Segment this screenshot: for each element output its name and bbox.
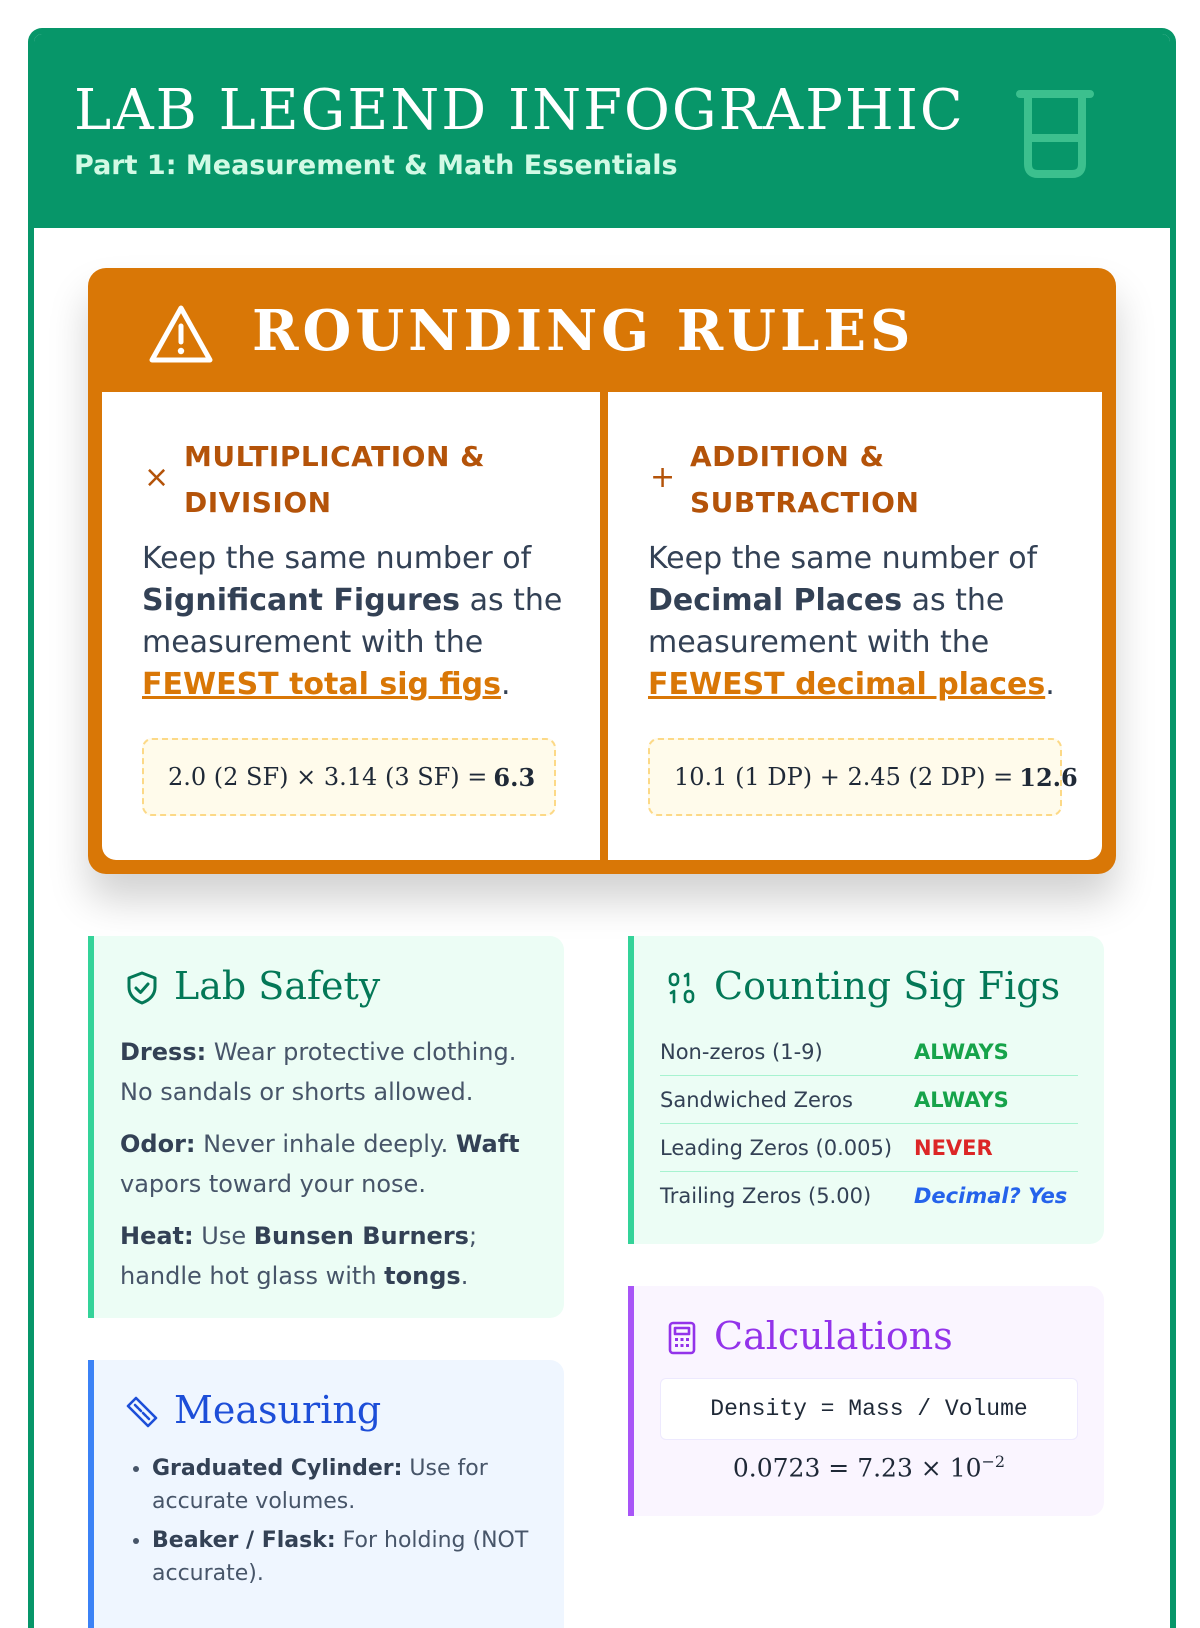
odor-label: Odor:: [120, 1130, 196, 1158]
row-label: Sandwiched Zeros: [660, 1087, 853, 1112]
row-label: Trailing Zeros (5.00): [660, 1184, 872, 1208]
rule-text: Keep the same number of: [142, 541, 532, 576]
plus-icon: +: [650, 460, 676, 495]
sig-fig-table: [660, 1028, 1078, 1220]
density-formula: Density = Mass / Volume: [660, 1378, 1078, 1440]
list-item: [152, 1524, 540, 1590]
addition-rule: [648, 538, 1088, 706]
addition-heading: ADDITION & SUBTRACTION: [690, 440, 920, 519]
addition-panel: [608, 392, 1102, 860]
heat-key-term: Bunsen Burners: [253, 1222, 469, 1250]
warning-icon: [148, 304, 214, 364]
binary-icon: [664, 970, 700, 1006]
rule-text: as the measurement with the: [648, 583, 1005, 660]
item-label: Graduated Cylinder:: [152, 1456, 403, 1481]
rounding-rules-card: [88, 268, 1116, 874]
item-label: Beaker / Flask:: [152, 1528, 336, 1553]
odor-text: Never inhale deeply.: [203, 1130, 449, 1158]
multiplication-heading: MULTIPLICATION & DIVISION: [184, 440, 486, 519]
table-row: [660, 1076, 1078, 1124]
example-expression: 10.1 (1 DP) + 2.45 (2 DP) =: [674, 763, 1014, 791]
row-value: ALWAYS: [914, 1087, 1009, 1112]
multiplication-rule: [142, 538, 582, 706]
heat-text: ; handle hot glass with: [120, 1222, 478, 1290]
multiplication-panel: [102, 392, 600, 860]
heat-text: Use: [201, 1222, 247, 1250]
multiplication-example: [142, 738, 556, 816]
ruler-icon: [124, 1394, 160, 1430]
rule-key-term: Decimal Places: [648, 583, 903, 618]
rule-text: .: [1045, 667, 1055, 702]
table-row: [660, 1172, 1078, 1220]
row-label: Leading Zeros (0.005): [660, 1135, 893, 1160]
row-value: ALWAYS: [914, 1039, 1009, 1064]
table-row: [660, 1124, 1078, 1172]
dress-text: Wear protective clothing. No sandals or shorts allowed.: [120, 1038, 517, 1106]
rounding-header: [88, 268, 1116, 394]
item-text: Use for accurate volumes.: [152, 1456, 488, 1514]
rule-emphasis: FEWEST total sig figs: [142, 667, 501, 702]
rule-key-term: Significant Figures: [142, 583, 461, 618]
odor-key-term: Waft: [455, 1130, 520, 1158]
sci-exponent: −2: [981, 1452, 1006, 1471]
heat-key-term: tongs: [384, 1262, 461, 1290]
table-row: [660, 1028, 1078, 1076]
example-result: 12.6: [1019, 762, 1078, 792]
multiply-icon: ×: [144, 460, 170, 495]
header: [34, 34, 1170, 228]
sci-base: 0.0723 = 7.23 × 10: [732, 1453, 982, 1483]
item-text: For holding (NOT accurate).: [152, 1528, 529, 1586]
page-title: LAB LEGEND INFOGRAPHIC: [74, 78, 965, 143]
counting-title: Counting Sig Figs: [714, 964, 1061, 1008]
row-label: Non-zeros (1-9): [660, 1039, 823, 1064]
rule-emphasis: FEWEST decimal places: [648, 667, 1046, 702]
scientific-notation-example: [660, 1452, 1078, 1482]
rounding-title: ROUNDING RULES: [252, 298, 915, 364]
example-expression: 2.0 (2 SF) × 3.14 (3 SF) =: [168, 763, 488, 791]
odor-rule: [120, 1124, 540, 1204]
list-item: [152, 1452, 540, 1518]
rule-text: as the measurement with the: [142, 583, 563, 660]
safety-text: [120, 1032, 540, 1308]
calculations-title: Calculations: [714, 1314, 953, 1358]
measuring-list: [120, 1452, 540, 1596]
example-result: 6.3: [493, 762, 536, 792]
lab-safety-title: Lab Safety: [174, 964, 381, 1008]
calculator-icon: [664, 1320, 700, 1356]
dress-label: Dress:: [120, 1038, 207, 1066]
rule-text: .: [500, 667, 511, 702]
heat-text: .: [460, 1262, 469, 1290]
infographic-frame: [28, 28, 1176, 1628]
heat-label: Heat:: [120, 1222, 194, 1250]
lab-safety-card: [88, 936, 564, 1318]
dress-rule: [120, 1032, 540, 1112]
counting-sig-figs-card: [628, 936, 1104, 1244]
rule-text: Keep the same number of: [648, 541, 1038, 576]
odor-text: vapors toward your nose.: [120, 1170, 426, 1198]
measuring-title: Measuring: [174, 1388, 382, 1432]
row-value: NEVER: [914, 1135, 993, 1160]
shield-check-icon: [124, 970, 160, 1006]
row-value: Decimal? Yes: [914, 1184, 1068, 1208]
heat-rule: [120, 1216, 540, 1296]
page-subtitle: Part 1: Measurement & Math Essentials: [74, 150, 678, 181]
addition-example: [648, 738, 1078, 816]
calculations-card: [628, 1286, 1104, 1516]
measuring-card: [88, 1360, 564, 1628]
beaker-icon: [1014, 86, 1096, 182]
